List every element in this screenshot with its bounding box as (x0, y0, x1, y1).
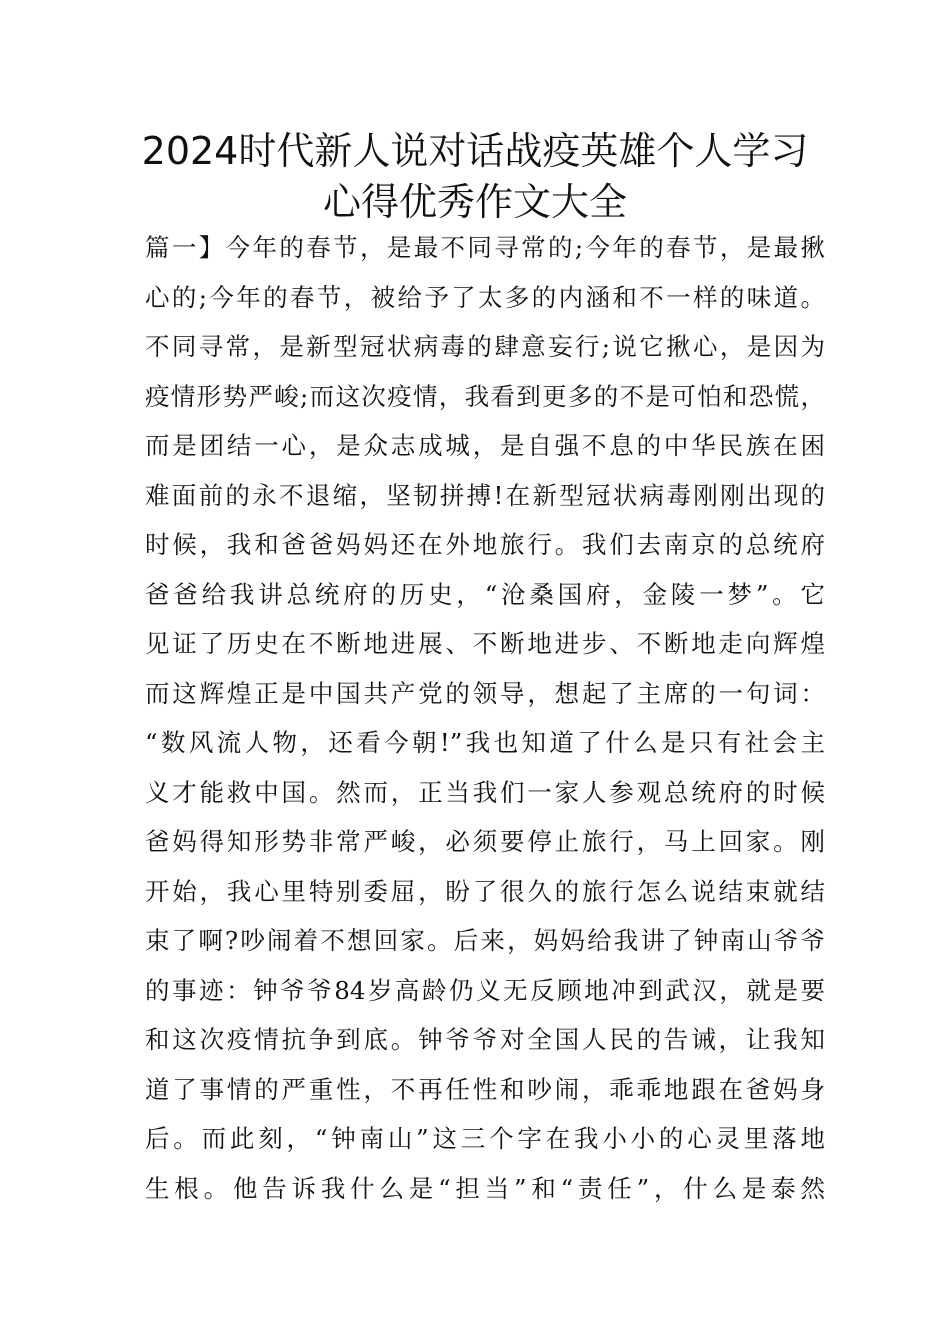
body-line: 疫情形势严峻;而这次疫情，我看到更多的不是可怕和恐慌， (145, 381, 825, 411)
body-line: 义才能救中国。然而，正当我们一家人参观总统府的时候 (145, 777, 825, 807)
body-line: 难面前的永不退缩，坚韧拼搏!在新型冠状病毒刚刚出现的 (145, 480, 825, 510)
body-line: 开始，我心里特别委屈，盼了很久的旅行怎么说结束就结 (145, 876, 825, 906)
body-line: “数风流人物，还看今朝!”我也知道了什么是只有社会主 (145, 728, 825, 757)
body-line: 后。而此刻，“钟南山”这三个字在我小小的心灵里落地 (145, 1124, 825, 1153)
body-line: 束了啊?吵闹着不想回家。后来，妈妈给我讲了钟南山爷爷 (145, 926, 825, 955)
document-title-line-2: 心得优秀作文大全 (322, 180, 627, 224)
body-line: 见证了历史在不断地进展、不断地进步、不断地走向辉煌 (145, 629, 825, 658)
body-line: 心的;今年的春节，被给予了太多的内涵和不一样的味道。 (145, 282, 825, 312)
body-line: 时候，我和爸爸妈妈还在外地旅行。我们去南京的总统府 (145, 530, 825, 559)
body-line: 而是团结一心，是众志成城，是自强不息的中华民族在困 (145, 431, 825, 460)
body-line: 爸爸给我讲总统府的历史，“沧桑国府，金陵一梦”。它 (145, 579, 825, 609)
body-line: 和这次疫情抗争到底。钟爷爷对全国人民的告诫，让我知 (145, 1025, 825, 1054)
document-body (145, 232, 825, 1222)
body-line: 道了事情的严重性，不再任性和吵闹，乖乖地跟在爸妈身 (145, 1074, 825, 1104)
body-line: 而这辉煌正是中国共产党的领导，想起了主席的一句词： (145, 678, 825, 708)
document-title-line-1: 2024时代新人说对话战疫英雄个人学习 (141, 129, 809, 173)
body-line: 不同寻常，是新型冠状病毒的肆意妄行;说它揪心，是因为 (145, 332, 825, 361)
body-line: 篇一】今年的春节，是最不同寻常的;今年的春节，是最揪 (145, 233, 825, 262)
body-line: 的事迹：钟爷爷84岁高龄仍义无反顾地冲到武汉，就是要 (145, 975, 825, 1005)
body-line: 爸妈得知形势非常严峻，必须要停止旅行，马上回家。刚 (145, 827, 825, 856)
body-line: 生根。他告诉我什么是“担当”和“责任”，什么是泰然 (145, 1173, 825, 1203)
